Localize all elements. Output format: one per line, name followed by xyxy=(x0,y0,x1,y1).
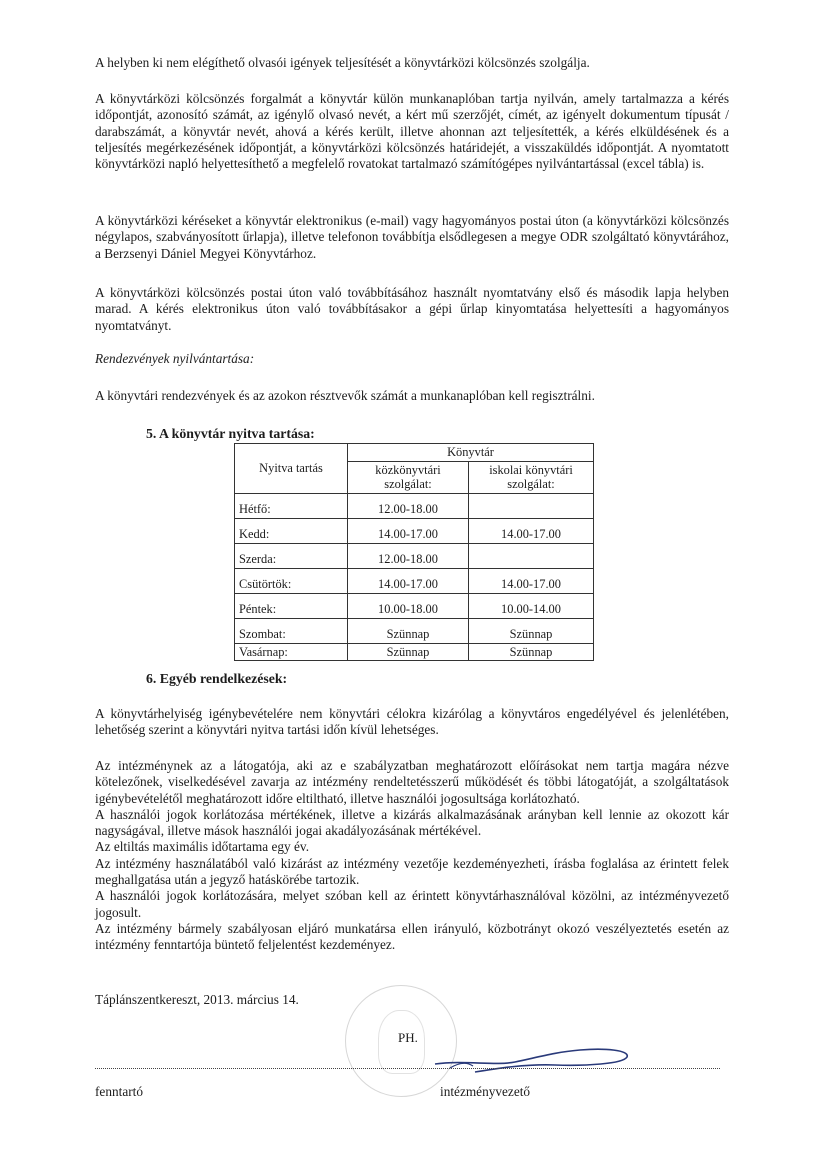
table-header-school: iskolai könyvtári szolgálat: xyxy=(469,461,594,493)
school-hours-cell: Szünnap xyxy=(469,618,594,643)
table-row xyxy=(235,493,594,518)
table-row xyxy=(235,643,594,661)
restriction-line: A használói jogok korlátozására, melyet szóban kell az érintett könyvtárhasználóval közölni, az intézményvezető jogosult. xyxy=(95,888,729,920)
public-hours-cell: 10.00-18.00 xyxy=(348,593,469,618)
table-header-opening: Nyitva tartás xyxy=(235,444,348,494)
section-6-title: 6. Egyéb rendelkezések: xyxy=(146,671,288,686)
intro-paragraph: A helyben ki nem elégíthető olvasói igények teljesítését a könyvtárközi kölcsönzés szolgálja. xyxy=(95,55,590,70)
day-cell: Vasárnap: xyxy=(235,643,348,661)
ph-mark: PH. xyxy=(398,1030,418,1045)
restriction-line: Az intézmény használatából való kizárást az intézmény vezetője kezdeményezheti, írásba foglalása az érintett felek meghallgatása után a jegyző hatáskörébe tartozik. xyxy=(95,855,729,888)
school-hours-cell xyxy=(469,493,594,518)
restriction-line: Az eltiltás maximális időtartama egy év. xyxy=(95,839,310,855)
public-hours-cell: Szünnap xyxy=(348,643,469,661)
school-hours-cell: 10.00-14.00 xyxy=(469,593,594,618)
restriction-line: A használói jogok korlátozása mértékének, illetve a kizárás alkalmazásának arányban kell lennie az okozott kár nagyságával, illetve mások használói jogai akadályozásának mértékével. xyxy=(95,806,729,839)
section-5-title: 5. A könyvtár nyitva tartása: xyxy=(146,426,315,441)
school-hours-cell: 14.00-17.00 xyxy=(469,568,594,593)
day-cell: Kedd: xyxy=(235,518,348,543)
interlibrary-log-paragraph: A könyvtárközi kölcsönzés forgalmát a könyvtár külön munkanaplóban tartja nyilván, amely tartalmazza a kérés időpontját, azonosító számát, az igénylő olvasó nevét, a kért mű szerzőjét, címét, az igényelt dokumentum típusát / darabszámát, a könyvtár nevét, ahová a kérés került, illetve ahonnan azt teljesítették, a kérés elküldésének és a teljesítés megérkezésének időpontját, a könyvtárközi kölcsönzés határidejét, a visszaküldés időpontját. A nyomtatott könyvtárközi napló helyettesíthető a megfelelő rovatokat tartalmazó számítógépes nyilvántartással (excel tábla) is. xyxy=(95,91,729,172)
postal-form-paragraph: A könyvtárközi kölcsönzés postai úton való továbbításához használt nyomtatvány első és második lapja helyben marad. A kérés elektronikus úton való továbbításakor a gépi űrlap kinyomtatása helyettesíti a hagyományos nyomtatványt. xyxy=(95,285,729,333)
table-row xyxy=(235,518,594,543)
public-hours-cell: 14.00-17.00 xyxy=(348,518,469,543)
table-row xyxy=(235,543,594,568)
handwritten-signature xyxy=(405,1032,645,1082)
signature-label-director: intézményvezető xyxy=(440,1084,531,1099)
public-hours-cell: 12.00-18.00 xyxy=(348,543,469,568)
table-header-library: Könyvtár xyxy=(348,444,594,462)
school-hours-cell: Szünnap xyxy=(469,643,594,661)
day-cell: Szombat: xyxy=(235,618,348,643)
events-paragraph: A könyvtári rendezvények és az azokon résztvevők számát a munkanaplóban kell regisztrálni. xyxy=(95,388,595,403)
signature-dotted-line xyxy=(95,1068,720,1069)
public-hours-cell: 12.00-18.00 xyxy=(348,493,469,518)
public-hours-cell: Szünnap xyxy=(348,618,469,643)
opening-hours-table xyxy=(234,443,594,661)
school-hours-cell: 14.00-17.00 xyxy=(469,518,594,543)
restriction-line: Az intézmény bármely szabályosan eljáró munkatársa ellen irányuló, közbotrányt okozó veszélyeztetés esetén az intézmény fenntartója büntető feljelentést kezdeményez. xyxy=(95,920,729,953)
restrictions-block xyxy=(95,758,729,954)
table-row xyxy=(235,593,594,618)
place-date: Táplánszentkereszt, 2013. március 14. xyxy=(95,992,299,1007)
day-cell: Hétfő: xyxy=(235,493,348,518)
interlibrary-requests-paragraph: A könyvtárközi kéréseket a könyvtár elektronikus (e-mail) vagy hagyományos postai úton (a könyvtárközi kölcsönzés négylapos, szabványosított űrlapja), illetve telefonon továbbítja elsődlegesen a megye ODR szolgáltató könyvtárához, a Berzsenyi Dániel Megyei Könyvtárhoz. xyxy=(95,213,729,261)
day-cell: Csütörtök: xyxy=(235,568,348,593)
restriction-line: Az intézménynek az a látogatója, aki az e szabályzatban meghatározott előírásokat nem tartja magára nézve kötelezőnek, viselkedésével zavarja az intézmény rendeltetésszerű működését és többi látogatóját, a szolgáltatások igénybevételétől meghatározott időre eltiltható, illetve használói jogosultsága korlátozható. xyxy=(95,758,729,806)
public-hours-cell: 14.00-17.00 xyxy=(348,568,469,593)
school-hours-cell xyxy=(469,543,594,568)
room-use-paragraph: A könyvtárhelyiség igénybevételére nem könyvtári célokra kizárólag a könyvtáros engedélyével és jelenlétében, lehetőség szerint a könyvtári nyitva tartási időn kívül lehetséges. xyxy=(95,706,729,738)
events-heading: Rendezvények nyilvántartása: xyxy=(95,351,255,366)
table-header-public: közkönyvtári szolgálat: xyxy=(348,461,469,493)
day-cell: Szerda: xyxy=(235,543,348,568)
day-cell: Péntek: xyxy=(235,593,348,618)
table-row xyxy=(235,618,594,643)
signature-label-owner: fenntartó xyxy=(95,1084,143,1099)
table-row xyxy=(235,568,594,593)
